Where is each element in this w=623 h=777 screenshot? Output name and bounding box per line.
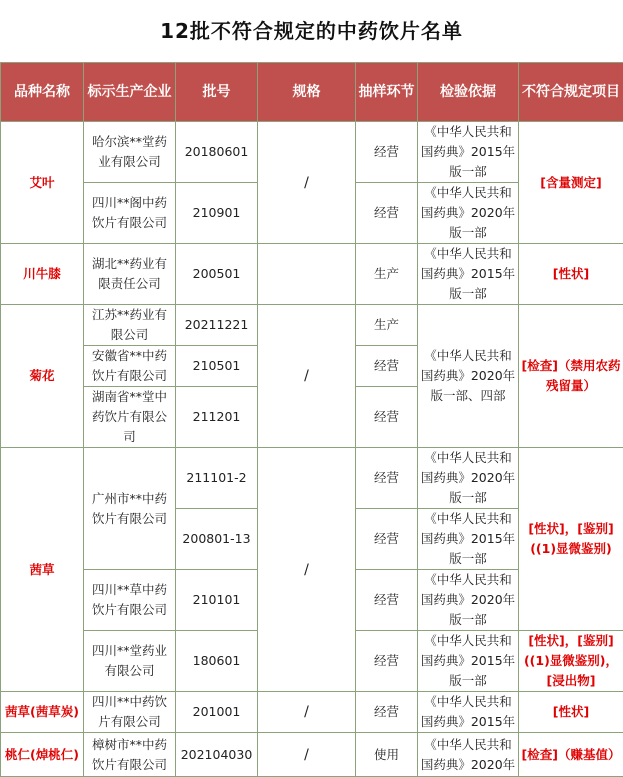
basis-cell: 《中华人民共和国药典》2015年版一部 — [418, 509, 519, 570]
spec-cell: / — [258, 692, 356, 733]
basis-cell: 《中华人民共和国药典》2020年版一部 — [418, 448, 519, 509]
batch-cell: 211101-2 — [176, 448, 258, 509]
batch-cell: 180601 — [176, 631, 258, 692]
header-sampling-stage: 抽样环节 — [356, 63, 418, 122]
spec-cell: / — [258, 733, 356, 777]
stage-cell: 经营 — [356, 692, 418, 733]
manufacturer-cell: 湖北**药业有限责任公司 — [84, 244, 176, 305]
defect-cell: [性状] — [519, 244, 623, 305]
manufacturer-cell: 安徽省**中药饮片有限公司 — [84, 346, 176, 387]
batch-cell: 20180601 — [176, 122, 258, 183]
stage-cell: 经营 — [356, 448, 418, 509]
header-batch: 批号 — [176, 63, 258, 122]
batch-cell: 200801-13 — [176, 509, 258, 570]
header-manufacturer: 标示生产企业 — [84, 63, 176, 122]
basis-cell: 《中华人民共和国药典》2020年版一部、四部 — [418, 305, 519, 448]
table-row — [1, 448, 623, 509]
spec-cell: / — [258, 448, 356, 692]
header-basis: 检验依据 — [418, 63, 519, 122]
spec-cell — [258, 244, 356, 305]
batch-cell: 210101 — [176, 570, 258, 631]
manufacturer-cell: 四川**草中药饮片有限公司 — [84, 570, 176, 631]
header-row — [1, 63, 623, 122]
stage-cell: 经营 — [356, 387, 418, 448]
batch-cell: 211201 — [176, 387, 258, 448]
basis-cell: 《中华人民共和国药典》2015年版一部 — [418, 122, 519, 183]
stage-cell: 经营 — [356, 183, 418, 244]
basis-cell: 《中华人民共和国药典》2020年版一部 — [418, 570, 519, 631]
variety-cell: 茜草(茜草炭) — [1, 692, 84, 733]
defect-cell: [含量测定] — [519, 122, 623, 244]
manufacturer-cell: 四川**阁中药饮片有限公司 — [84, 183, 176, 244]
manufacturer-cell: 哈尔滨**堂药业有限公司 — [84, 122, 176, 183]
variety-cell: 菊花 — [1, 305, 84, 448]
variety-cell: 桃仁(焯桃仁) — [1, 733, 84, 777]
table-row — [1, 692, 623, 733]
table-row — [1, 244, 623, 305]
batch-cell: 200501 — [176, 244, 258, 305]
stage-cell: 生产 — [356, 305, 418, 346]
stage-cell: 经营 — [356, 122, 418, 183]
stage-cell: 经营 — [356, 346, 418, 387]
batch-cell: 210901 — [176, 183, 258, 244]
manufacturer-cell: 四川**堂药业有限公司 — [84, 631, 176, 692]
defect-cell: [性状] — [519, 692, 623, 733]
defect-cell: [性状]，[鉴别]((1)显微鉴别)，[浸出物] — [519, 631, 623, 692]
batch-cell: 201001 — [176, 692, 258, 733]
defect-cell: [性状]，[鉴别]((1)显微鉴别) — [519, 448, 623, 631]
spec-cell: / — [258, 122, 356, 244]
stage-cell: 经营 — [356, 631, 418, 692]
header-spec: 规格 — [258, 63, 356, 122]
variety-cell: 茜草 — [1, 448, 84, 692]
table-row — [1, 122, 623, 183]
batch-cell: 210501 — [176, 346, 258, 387]
manufacturer-cell: 四川**中药饮片有限公司 — [84, 692, 176, 733]
basis-cell: 《中华人民共和国药典》2020年 — [418, 733, 519, 777]
spec-cell: / — [258, 305, 356, 448]
stage-cell: 使用 — [356, 733, 418, 777]
stage-cell: 经营 — [356, 509, 418, 570]
basis-cell: 《中华人民共和国药典》2015年 — [418, 692, 519, 733]
stage-cell: 生产 — [356, 244, 418, 305]
basis-cell: 《中华人民共和国药典》2015年版一部 — [418, 631, 519, 692]
manufacturer-cell: 湖南省**堂中药饮片有限公司 — [84, 387, 176, 448]
stage-cell: 经营 — [356, 570, 418, 631]
manufacturer-cell: 江苏**药业有限公司 — [84, 305, 176, 346]
basis-cell: 《中华人民共和国药典》2020年版一部 — [418, 183, 519, 244]
variety-cell: 艾叶 — [1, 122, 84, 244]
batch-cell: 20211221 — [176, 305, 258, 346]
page-title: 12批不符合规定的中药饮片名单 — [0, 0, 623, 62]
table-row — [1, 305, 623, 346]
manufacturer-cell: 广州市**中药饮片有限公司 — [84, 448, 176, 570]
batch-cell: 202104030 — [176, 733, 258, 777]
defect-cell: [检查]（赚基值） — [519, 733, 623, 777]
variety-cell: 川牛膝 — [1, 244, 84, 305]
basis-cell: 《中华人民共和国药典》2015年版一部 — [418, 244, 519, 305]
manufacturer-cell: 樟树市**中药饮片有限公司 — [84, 733, 176, 777]
defect-cell: [检查]（禁用农药残留量） — [519, 305, 623, 448]
header-variety: 品种名称 — [1, 63, 84, 122]
noncompliant-table — [0, 62, 623, 777]
header-defect: 不符合规定项目 — [519, 63, 623, 122]
table-row — [1, 733, 623, 777]
